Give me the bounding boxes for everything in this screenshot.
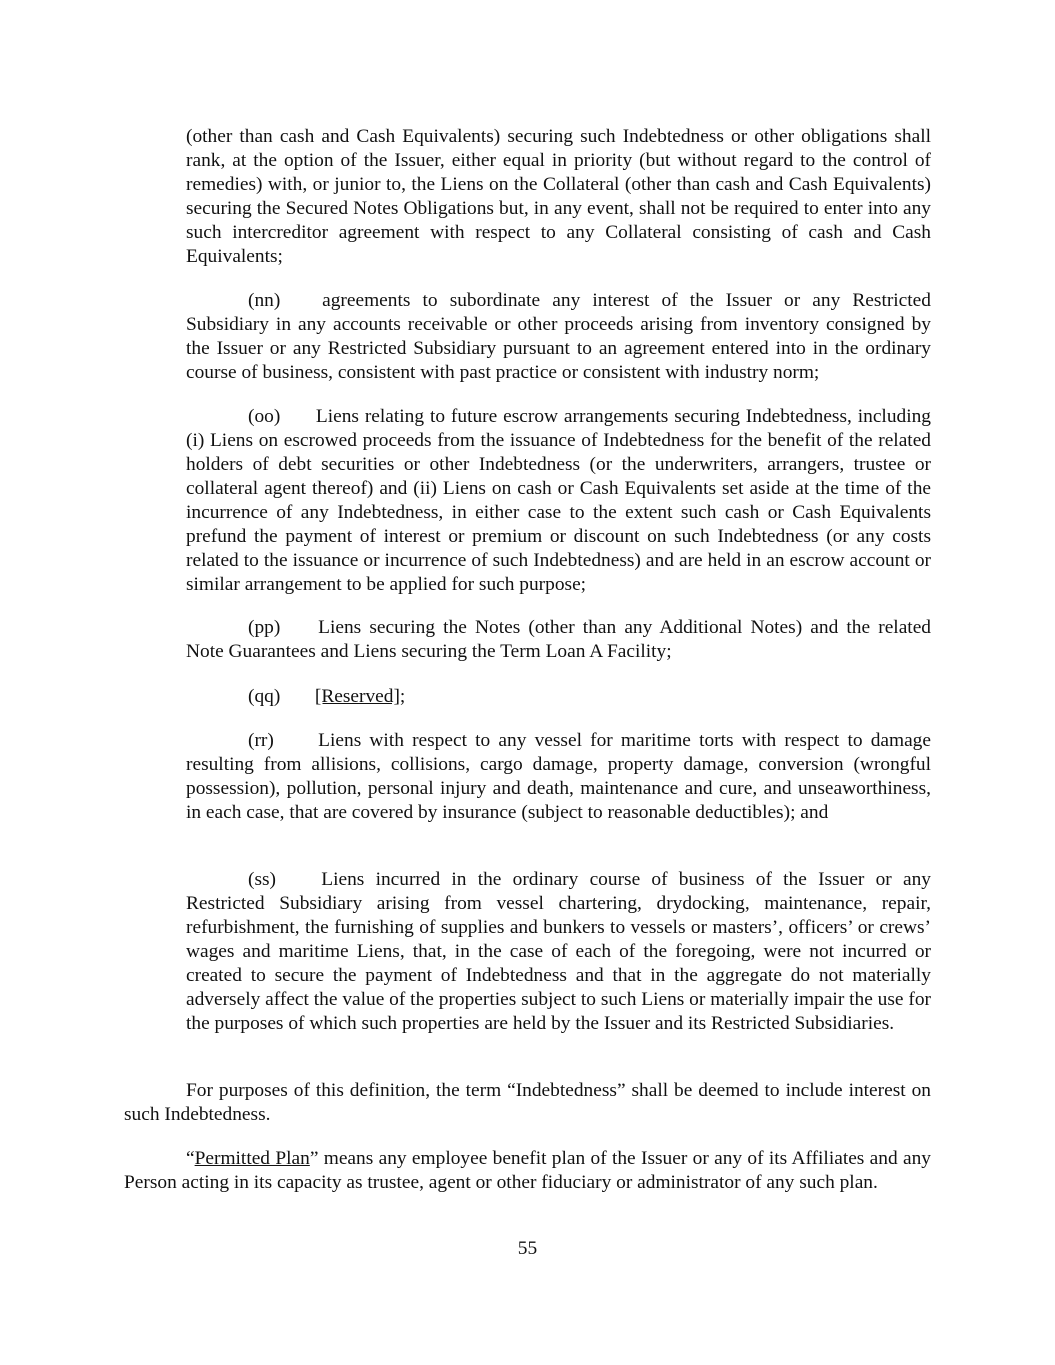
clause-pp [186, 616, 931, 664]
definition-permitted-plan [124, 1147, 931, 1195]
clause-text: agreements to subordinate any interest of the Issuer or any Restricted Subsidiary in any accounts receivable or other proceeds arising from inventory consigned by the Issuer or any Restricted Subsidiary pursuant to an agreement entered into in the ordinary course of business, consistent with past practice or consistent with industry norm; [186, 290, 931, 383]
clause-rr [186, 729, 931, 825]
clause-label: (oo) [248, 406, 281, 427]
clause-label: (nn) [248, 290, 281, 311]
clause-text: Liens securing the Notes (other than any Additional Notes) and the related Note Guarantees and Liens securing the Term Loan A Facility; [186, 617, 931, 662]
paragraph-text: For purposes of this definition, the term “Indebtedness” shall be deemed to include interest on such Indebtedness. [124, 1080, 931, 1125]
clause-label: (rr) [248, 730, 274, 751]
quote-open: “ [186, 1148, 195, 1169]
clause-label: (pp) [248, 617, 281, 638]
clause-text: Liens with respect to any vessel for maritime torts with respect to damage resulting from allisions, collisions, cargo damage, property damage, conversion (wrongful possession), pollution, personal injury and death, maintenance and cure, and unseaworthiness, in each case, that are covered by insurance (subject to reasonable deductibles); and [186, 730, 931, 823]
definition-text: ” means any employee benefit plan of the Issuer or any of its Affiliates and any Person acting in its capacity as trustee, agent or other fiduciary or administrator of any such plan. [124, 1148, 931, 1193]
clause-text: Liens incurred in the ordinary course of business of the Issuer or any Restricted Subsidiary arising from vessel chartering, drydocking, maintenance, repair, refurbishment, the furnishing of supplies and bunkers to vessels or masters’, officers’ or crews’ wages and maritime Liens, that, in the case of each of the foregoing, were not incurred or created to secure the payment of Indebtedness and that in the aggregate do not materially adversely affect the value of the properties subject to such Liens or materially impair the use for the purposes of which such properties are held by the Issuer and its Restricted Subsidiaries. [186, 869, 931, 1034]
reserved-text: [Reserved] [314, 686, 400, 707]
paragraph-purposes [124, 1079, 931, 1127]
clause-text-suffix: ; [399, 686, 406, 707]
page-number: 55 [517, 1238, 538, 1259]
clause-nn [186, 289, 931, 385]
paragraph-text: (other than cash and Cash Equivalents) securing such Indebtedness or other obligations shall rank, at the option of the Issuer, either equal in priority (but without regard to the control of remedies) with, or junior to, the Liens on the Collateral (other than cash and Cash Equivalents) securing the Secured Notes Obligations but, in any event, shall not be required to enter into any such intercreditor agreement with respect to any Collateral consisting of cash and Cash Equivalents; [186, 126, 931, 267]
clause-oo [186, 405, 931, 597]
paragraph-continuation [186, 125, 931, 269]
clause-qq [186, 685, 931, 709]
clause-ss [186, 868, 931, 1036]
clause-label: (ss) [248, 869, 277, 890]
defined-term: Permitted Plan [194, 1148, 310, 1169]
clause-label: (qq) [248, 686, 281, 707]
clause-text: Liens relating to future escrow arrangements securing Indebtedness, including (i) Liens on escrowed proceeds from the issuance of Indebtedness for the benefit of the related holders of debt securities or other Indebtedness (or the underwriters, arrangers, trustee or collateral agent thereof) and (ii) Liens on cash or Cash Equivalents set aside at the time of the incurrence of any Indebtedness, in either case to the extent such cash or Cash Equivalents prefund the payment of interest or premium or discount on such Indebtedness (or any costs related to the issuance or incurrence of such Indebtedness) and are held in an escrow account or similar arrangement to be applied for such purpose; [186, 406, 931, 595]
